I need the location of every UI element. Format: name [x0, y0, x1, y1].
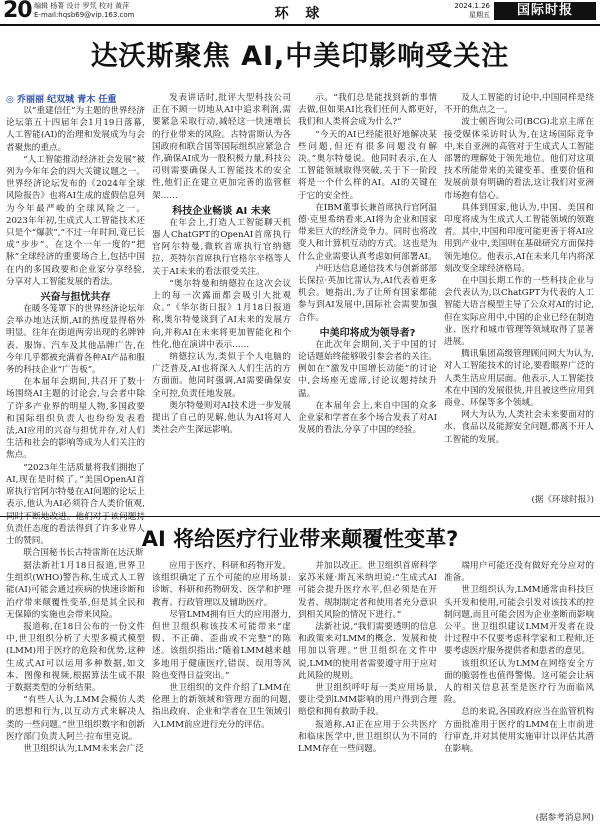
paragraph: “奥尔特曼和纳德拉在这次会议上的每一次露面都会吸引大批观众。”《华尔街日报》1月18日报道称,奥尔特曼谈到了AI未来的发展方向,并称AI在未来将更加智能化和个性化,他在演讲中表示……: [152, 278, 291, 350]
paragraph: “人工智能推动经济社会发展”被列为今年年会的四大关键议题之一。世界经济论坛发布的《2024年全球风险报告》也将AI生成的虚假信息列为今年最严峻的全球风险之一。2023年年初,生成式人工智能技术还只是个“爆款”,“不过一年时间,竟已长成“步步”。在这个一年一度的“把脉”全球经济的重要场合上,包括中国在内的多国政要和企业家分享经验,分享对人工智能发展的看法。: [6, 154, 145, 287]
date-text: 2024.1.26: [454, 2, 490, 10]
paragraph: 联合国秘书长古特雷斯在达沃斯: [23, 548, 144, 559]
paragraph: 在中国长期工作的一些科技企业与会代表认为,以ChatGPT为代表的人工智能大语言模型主导了公众对AI的讨论,但在实际应用中,中国的企业已经在制造业、医疗和城市管理等领域取得了显著进展。: [444, 276, 594, 348]
paragraph: 纳德拉认为,类似于个人电脑的广泛普及,AI也将深入人们生活的方方面面。他同时强调,AI需要确保安全可控,负责任地发展。: [152, 352, 291, 399]
paragraph: 发表讲话时,批评大型科技公司正在不顾一切地从AI中追求利润,需要紧急采取行动,减轻这一快速增长的行业带来的风险。古特雷斯认为各国政府和联合国等国际组织应紧急合作,确保AI成为一股积极力量,科技公司则需要确保人工智能技术的安全性,他们正在建立更加完善的监管框架……: [152, 93, 291, 201]
paragraph: “今天的AI已经能很好地解决某些问题,但还有很多问题没有解决。”奥尔特曼说。他同时表示,在人工智能领域取得突破,关于下一阶段将是一个什么样的AI。AI的关键在于它的安全性。: [298, 129, 437, 201]
paragraph: 该组织还认为LMM在网络安全方面的脆弱性也值得警惕。这可能会让病人的相关信息甚至是医疗行为面临风险。: [444, 658, 594, 706]
paragraph: 总的来说,各国政府应当在监管机构方面批准用于医疗的LMM在上市前进行审查,并对其使用实施审计以评估其潜在影响。: [444, 707, 594, 755]
paragraph: 及人工智能的讨论中,中国同样是绕不开的焦点之一。: [444, 93, 594, 116]
article2-signature-box: [444, 812, 594, 826]
paragraph: 具体到国家,他认为,中国、美国和印度将成为生成式人工智能领域的领跑者。其中,中国和印度可能更善于将AI应用到产业中,美国则在基础研究方面保持领先地位。他表示,AI在未来几年内将深刻改变全球经济格局。: [444, 202, 594, 274]
page-number: 20: [3, 0, 32, 23]
paragraph: 世卫组织的文件介绍了LMM在伦理上的新领域和管理方面的问题,指出政府、企业和学者在卫生领域引入LMM前应进行充分的评估。: [152, 683, 291, 730]
paragraph: 卢旺达信息通信技术与创新部部长保拉·英加比雷认为,AI代表着更多机会。她指出,为了让所有国家都能参与到AI发展中,国际社会需要加强合作。: [298, 263, 437, 323]
article1-subheading-3: 中美印将成为领导者?: [319, 327, 416, 339]
article1-signature-box: [444, 494, 594, 508]
paragraph: “2023年生活质量将我们拥抱了AI,现在是时候了。”美国OpenAI首席执行官阿尔特曼在AI问题的论坛上表示,他认为AI必须符合人类价值观, 负责任态度的看法得到了许多业界人士的赞同。: [6, 462, 145, 546]
paragraph: 在本届年会上,来自中国的众多企业家和学者在多个场合发表了对AI发展的看法,分享了中国的经验。: [298, 400, 437, 436]
paragraph: 奥尔特曼则对AI技术进一步发展提出了自己的见解,他认为AI将对人类社会产生深远影响。: [152, 400, 291, 436]
paragraph: 世卫组织认为,LMM未来会广泛: [23, 744, 144, 755]
article1-subheading-1: 兴奋与担忧共存: [40, 292, 111, 304]
article1-subheading-2: 科技企业畅谈 AI 未来: [172, 205, 271, 217]
paragraph: 波士顿咨询公司(BCG)北京主席在接受媒体采访时认为,在这场国际竞争中,来自亚洲的高管对于生成式人工智能部署的理解处于领先地位。他们对这项技术所能带来的关键变革、重要价值和发展前景有明确的看法,这让我们对亚洲市场抱有信心。: [444, 117, 594, 201]
paragraph: 以“重建信任”为主题的世界经济论坛第五十四届年会1月19日落幕,人工智能(AI)的治理和发展成为与会者聚焦的重点。: [6, 106, 145, 153]
paragraph: 法新社说,“我们需要透明的信息和政策来对LMM的概念、发展和使用加以管理。”世卫组织在文件中说,LMM的使用者需要遵守用于应对此风险的规则。: [298, 622, 437, 681]
paragraph: 并加以改正。世卫组织首席科学家苏米娅·斯瓦米纳坦说:“生成式AI可能会提升医疗水平,但必须是在开发者、规制制定者和使用者充分意识到相关风险的情况下进行。”: [298, 561, 437, 620]
paragraph: “有些人认为,LMM会模仿人类的思想和行为,以互动方式来解决人类的一些问题。”世卫组织数字和创新医疗部门负责人阿兰·拉布里克说。: [6, 695, 145, 742]
paragraph: 在此次年会期间,关于中国的讨论话题始终能够吸引参会者的关注。例如在“激发中国增长动能”的讨论中,会场座无虚席,讨论议题持续升温。: [298, 339, 437, 399]
editor-line: 编辑 杨菁 设计 罗氘 校对 黄萍: [34, 2, 130, 10]
article1-signature: (据《环球时报》): [531, 495, 594, 505]
paragraph: 在IBM董事长兼首席执行官阿温德·克里希纳看来,AI将为企业和国家带来巨大的经济竞争力。同时也将改变人和计算机互动的方式。这也是为什么企业需要认真考虑如何部署AI。: [298, 202, 437, 262]
paragraph: 示。“我们总是能找到新的事情去做,但如果AI比我们任何人都更好,我们和人类将会成为什么?”: [298, 93, 437, 128]
article2-column-4: [444, 560, 594, 812]
article2-headline: AI 将给医疗行业带来颠覆性变革?: [141, 527, 459, 551]
paragraph: 报道称,在18日公布的一份文件中,世卫组织分析了大型多模式模型(LMM)用于医疗的危险和优势,这种生成式AI可以运用多种数据,如文本、图像和视频,根据算法生成不限于数据类型的分析结果。: [6, 622, 145, 694]
paragraph: 在本届年会期间,共召开了数十场围绕AI主题的讨论会,与会者中除了许多产业界的明星人物,多国政要和国际组织负责人也纷纷发表看法,AI应用的兴奋与担忧并存,对人们生活和社会的影响等成为人们关注的焦点。: [6, 377, 145, 461]
weekday-text: 星期五: [469, 11, 490, 19]
article-divider: [0, 516, 600, 517]
paragraph: 报道称,AI正在应用于公共医疗和临床医学中,世卫组织认为不同的LMM存在一些问题。: [298, 719, 437, 755]
article2-column-1: [6, 560, 145, 824]
newspaper-logo: 国际时报: [494, 2, 596, 20]
paragraph: 端用户可能还没有做好充分应对的准备。: [444, 561, 594, 584]
article1-column-2: [152, 92, 291, 494]
paragraph: 应用于医疗、科研和药物开发。该组织确定了五个可能的应用场景:诊断、科研和药物研发、医学和护理教育、行政管理以及辅助医疗。: [152, 561, 291, 608]
paragraph: 腾讯集团高级管理顾问网大为认为,对人工智能技术的讨论,要看眼界广泛的人类生活应用层面。他表示,人工智能技术在中国的发展很快,并且被这些应用到商业、环保等多个领域。: [444, 349, 594, 409]
article2-column-2: [152, 560, 291, 824]
issue-date: [450, 2, 490, 20]
article2-signature: (据参考消息网): [535, 813, 594, 823]
article1-byline: ◎ 乔丽丽 纪双城 青木 任重: [6, 95, 117, 105]
section-title: 环 球: [274, 6, 326, 22]
paragraph: 在暖冬笼罩下的世界经济论坛年会举办地达沃斯,AI的热度显得格外明显。往年在街道两旁出现的名牌钟表、服饰、汽车及其他品牌广告,在今年几乎都被充满着各种AI产品和服务的科技企业“广告板”。: [6, 304, 145, 376]
article1-column-3: [298, 92, 437, 494]
paragraph: 世卫组织认为,LMM通常由科技巨头开发和使用,可能会引发对该技术的控制问题,而且可能会因为企业垄断而影响公平。世卫组织建议LMM开发者在设计过程中不仅要考虑科学家和工程师,还要考虑医疗服务提供者和患者的意见。: [444, 585, 594, 657]
article1-headline: 达沃斯聚焦 AI,中美印影响受关注: [90, 41, 510, 72]
paragraph: 尽管LMM拥有巨大的应用潜力,但世卫组织称该技术可能带来“虚假、不正确、歪曲或不完整”的陈述。该组织指出:“随着LMM越来越多地用于健康医疗,错误、误用等风险也变得日益突出。”: [152, 609, 291, 681]
article2-column-3: [298, 560, 437, 824]
paragraph: 网大为认为,人类社会未来要面对的水、食品以及能源安全问题,都离不开人工智能的发展。: [444, 410, 594, 445]
page-header: [0, 0, 600, 24]
header-rule: [0, 24, 600, 26]
paragraph: 在年会上,打造人工智能聊天机器人ChatGPT的OpenAI首席执行官阿尔特曼,微软首席执行官纳德拉、英特尔首席执行官格尔辛格等人关于AI未来的看法很受关注。: [152, 217, 291, 277]
paragraph: 世卫组织呼吁每一类应用场景,要让受到LMM影响的用户得到合理赔偿和拥有救助手段。: [298, 683, 437, 718]
article1-column-1: [6, 92, 145, 559]
email-line: E-mail:hqsb69@vip.163.com: [34, 11, 135, 19]
paragraph: 据法新社1月18日报道,世界卫生组织(WHO)警告称,生成式人工智能(AI)可能会通过疾病的快速诊断和治疗带来颠覆性变革,但是其全民和无保障的实施也会带来风险。: [6, 561, 145, 620]
article1-column-4: [444, 92, 594, 494]
